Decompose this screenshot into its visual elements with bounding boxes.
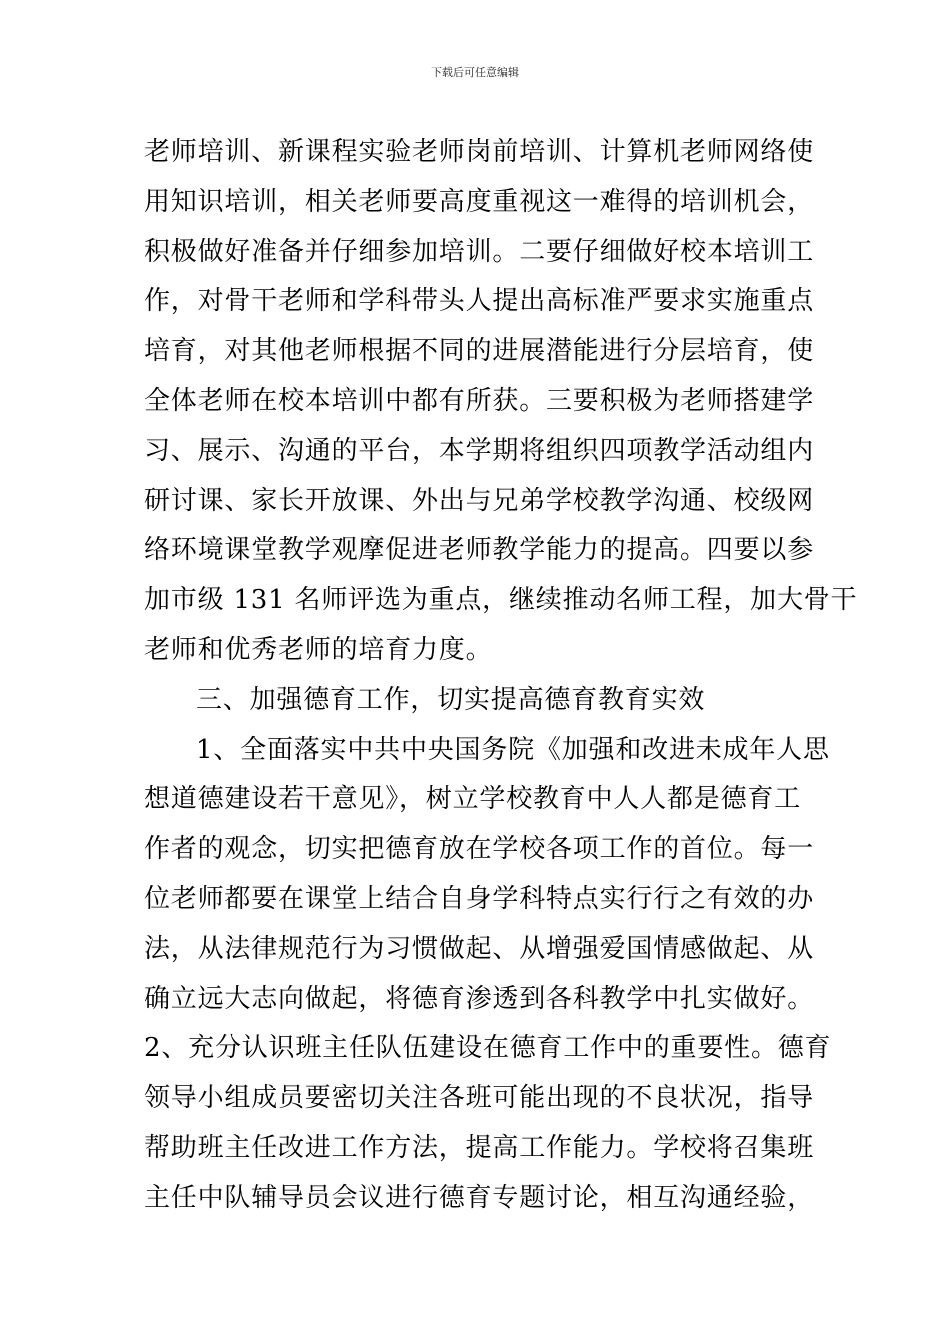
text-line: 全体老师在校本培训中都有所获。三要积极为老师搭建学 [144, 385, 815, 416]
text-line: 老师和优秀老师的培育力度。 [144, 634, 493, 665]
text-line: 法，从法律规范行为习惯做起、从增强爱国情感做起、从 [144, 933, 815, 964]
text-line: 帮助班主任改进工作方法，提高工作能力。学校将召集班 [144, 1132, 815, 1163]
text-line: 1、全面落实中共中央国务院《加强和改进未成年人思 [196, 734, 830, 765]
text-line: 培育，对其他老师根据不同的进展潜能进行分层培育，使 [144, 336, 815, 367]
text-line: 老师培训、新课程实验老师岗前培训、计算机老师网络使 [144, 137, 815, 167]
text-line: 位老师都要在课堂上结合自身学科特点实行行之有效的办 [144, 883, 815, 914]
text-line: 领导小组成员要密切关注各班可能出现的不良状况，指导 [144, 1083, 815, 1114]
text-line: 确立远大志向做起，将德育渗透到各科教学中扎实做好。 [144, 983, 815, 1014]
page-header-note: 下载后可任意编辑 [431, 66, 519, 79]
document-body [144, 128, 858, 1224]
text-line: 积极做好准备并仔细参加培训。二要仔细做好校本培训工 [144, 236, 815, 267]
text-line: 习、展示、沟通的平台，本学期将组织四项教学活动组内 [144, 435, 815, 466]
text-line: 主任中队辅导员会议进行德育专题讨论，相互沟通经验， [144, 1182, 815, 1213]
text-line: 作者的观念，切实把德育放在学校各项工作的首位。每一 [144, 834, 815, 865]
text-line: 作，对骨干老师和学科带头人提出高标准严要求实施重点 [144, 286, 815, 317]
section-heading: 三、加强德育工作，切实提高德育教育实效 [196, 684, 706, 715]
text-line: 想道德建设若干意见》，树立学校教育中人人都是德育工 [144, 784, 802, 815]
text-line: 络环境课堂教学观摩促进老师教学能力的提高。四要以参 [144, 535, 815, 566]
text-line: 加市级 131 名师评选为重点，继续推动名师工程，加大骨干 [144, 585, 858, 616]
text-line: 研讨课、家长开放课、外出与兄弟学校教学沟通、校级网 [144, 485, 815, 516]
text-line: 用知识培训，相关老师要高度重视这一难得的培训机会， [144, 186, 815, 217]
text-line: 2、充分认识班主任队伍建设在德育工作中的重要性。德育 [144, 1033, 832, 1064]
